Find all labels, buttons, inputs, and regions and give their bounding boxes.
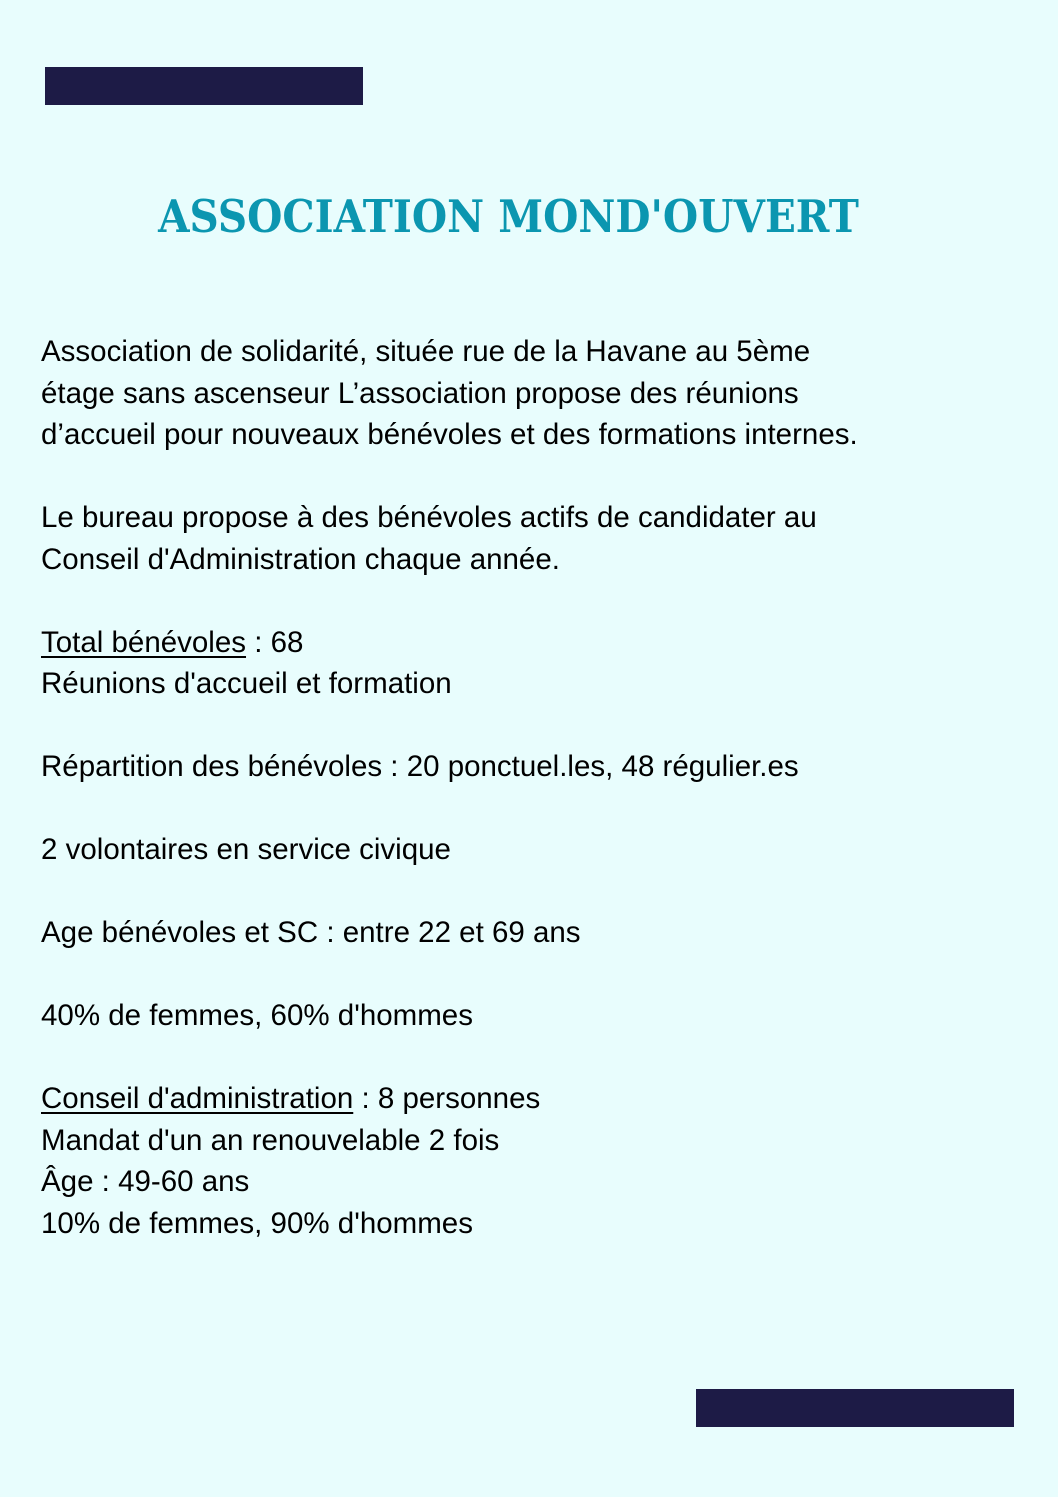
volunteers-gender: 40% de femmes, 60% d'hommes	[41, 999, 473, 1032]
total-volunteers-value: : 68	[246, 625, 304, 659]
document-body	[41, 331, 1031, 1244]
board-value: : 8 personnes	[353, 1082, 541, 1115]
board-age: Âge : 49-60 ans	[41, 1165, 250, 1198]
bureau-line: Conseil d'Administration chaque année.	[41, 542, 560, 576]
bureau-paragraph	[41, 497, 1031, 580]
board-mandate: Mandat d'un an renouvelable 2 fois	[41, 1123, 500, 1157]
decorative-bar-bottom	[696, 1389, 1014, 1427]
intro-line: étage sans ascenseur L’association propose des réunions	[41, 376, 799, 410]
board-label: Conseil d'administration	[41, 1082, 354, 1115]
board-count	[41, 1078, 1031, 1120]
volunteers-age: Age bénévoles et SC : entre 22 et 69 ans	[41, 916, 581, 949]
total-volunteers	[41, 622, 1031, 664]
page-title: ASSOCIATION MOND'OUVERT	[158, 190, 859, 243]
meetings-info: Réunions d'accueil et formation	[41, 667, 452, 700]
volunteers-section	[41, 622, 1031, 1037]
civic-service-info: 2 volontaires en service civique	[41, 833, 451, 866]
board-gender: 10% de femmes, 90% d'hommes	[41, 1206, 473, 1240]
decorative-bar-top	[45, 67, 363, 105]
bureau-line: Le bureau propose à des bénévoles actifs de candidater au	[41, 501, 817, 534]
intro-line: Association de solidarité, située rue de la Havane au 5ème	[41, 335, 811, 368]
total-volunteers-label: Total bénévoles	[41, 625, 247, 659]
volunteers-distribution: Répartition des bénévoles : 20 ponctuel.les, 48 régulier.es	[41, 750, 799, 783]
board-section	[41, 1078, 1031, 1244]
intro-line: d’accueil pour nouveaux bénévoles et des formations internes.	[41, 418, 858, 451]
intro-paragraph	[41, 331, 1031, 456]
